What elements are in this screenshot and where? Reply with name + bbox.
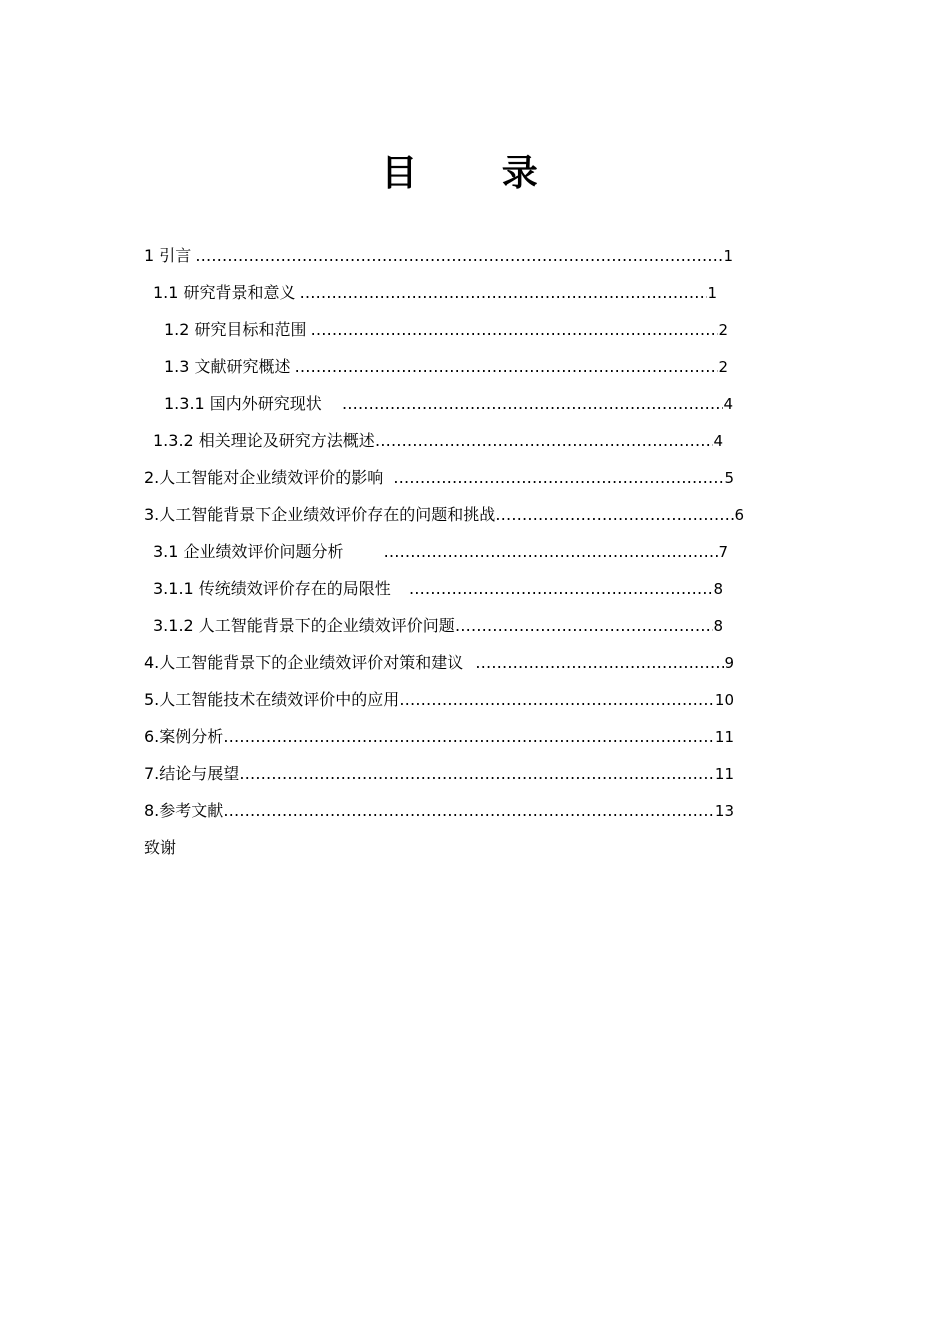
toc-entry-label: 1.1 研究背景和意义 (153, 283, 296, 302)
toc-entry-page: 7 (718, 543, 728, 561)
toc-entry-page: 5 (724, 469, 734, 487)
dot-leader (295, 356, 719, 378)
toc-entry-label: 3.1.2 人工智能背景下的企业绩效评价问题 (153, 616, 455, 635)
dot-leader (475, 652, 724, 674)
toc-entry-acknowledgements[interactable]: 致谢 (144, 838, 177, 857)
toc-entry-page: 1 (707, 284, 717, 302)
toc-entry[interactable] (164, 393, 733, 415)
toc-entry[interactable] (144, 504, 744, 526)
toc-entry-label: 2.人工智能对企业绩效评价的影响 (144, 468, 384, 487)
toc-entry-page: 11 (714, 728, 734, 746)
dot-leader (409, 578, 714, 600)
dot-leader (300, 282, 708, 304)
dot-leader (375, 430, 714, 452)
toc-entry-page: 2 (718, 321, 728, 339)
toc-entry[interactable] (153, 282, 717, 304)
toc-entry-label: 1.2 研究目标和范围 (164, 320, 307, 339)
toc-entry-label: 1 引言 (144, 246, 192, 265)
dot-leader (223, 726, 715, 748)
dot-leader (342, 393, 724, 415)
dot-leader (239, 763, 715, 785)
toc-entry[interactable] (164, 356, 728, 378)
toc-entry-page: 6 (734, 506, 744, 524)
dot-leader (195, 245, 723, 267)
toc-entry-label: 8.参考文献 (144, 801, 224, 820)
toc-entry-label: 1.3 文献研究概述 (164, 357, 291, 376)
toc-entry-page: 1 (723, 247, 733, 265)
toc-entry-label: 1.3.2 相关理论及研究方法概述 (153, 431, 375, 450)
toc-entry-page: 13 (714, 802, 734, 820)
toc-entry[interactable] (153, 541, 728, 563)
toc-entry[interactable] (153, 615, 723, 637)
toc-entry[interactable] (144, 726, 734, 748)
dot-leader (311, 319, 719, 341)
toc-entry-page: 4 (723, 395, 733, 413)
toc-entry-label: 4.人工智能背景下的企业绩效评价对策和建议 (144, 653, 464, 672)
toc-entry-label: 3.1 企业绩效评价问题分析 (153, 542, 344, 561)
toc-entry-page: 2 (718, 358, 728, 376)
toc-entry-label: 7.结论与展望 (144, 764, 240, 783)
toc-entry[interactable] (153, 430, 723, 452)
toc-entry[interactable] (164, 319, 728, 341)
toc-entry[interactable] (144, 467, 734, 489)
dot-leader (393, 467, 724, 489)
toc-entry[interactable] (153, 578, 723, 600)
toc-entry-label: 3.人工智能背景下企业绩效评价存在的问题和挑战 (144, 505, 496, 524)
toc-entry[interactable] (144, 763, 734, 785)
toc-entry-page: 10 (714, 691, 734, 709)
toc-entry-page: 9 (724, 654, 734, 672)
toc-title: 目 录 (381, 152, 574, 194)
toc-entry-page: 8 (713, 580, 723, 598)
dot-leader (223, 800, 715, 822)
toc-entry-label: 3.1.1 传统绩效评价存在的局限性 (153, 579, 391, 598)
toc-entry-page: 11 (714, 765, 734, 783)
toc-entry-label: 5.人工智能技术在绩效评价中的应用 (144, 690, 400, 709)
dot-leader (455, 615, 714, 637)
toc-entry[interactable] (144, 245, 733, 267)
toc-entry[interactable] (144, 800, 734, 822)
dot-leader (495, 504, 734, 526)
toc-entry-page: 4 (713, 432, 723, 450)
toc-entry-page: 8 (713, 617, 723, 635)
toc-entry-label: 6.案例分析 (144, 727, 224, 746)
toc-entry[interactable] (144, 689, 734, 711)
dot-leader (399, 689, 715, 711)
toc-entry-label: 1.3.1 国内外研究现状 (164, 394, 322, 413)
dot-leader (384, 541, 719, 563)
toc-entry[interactable] (144, 652, 734, 674)
